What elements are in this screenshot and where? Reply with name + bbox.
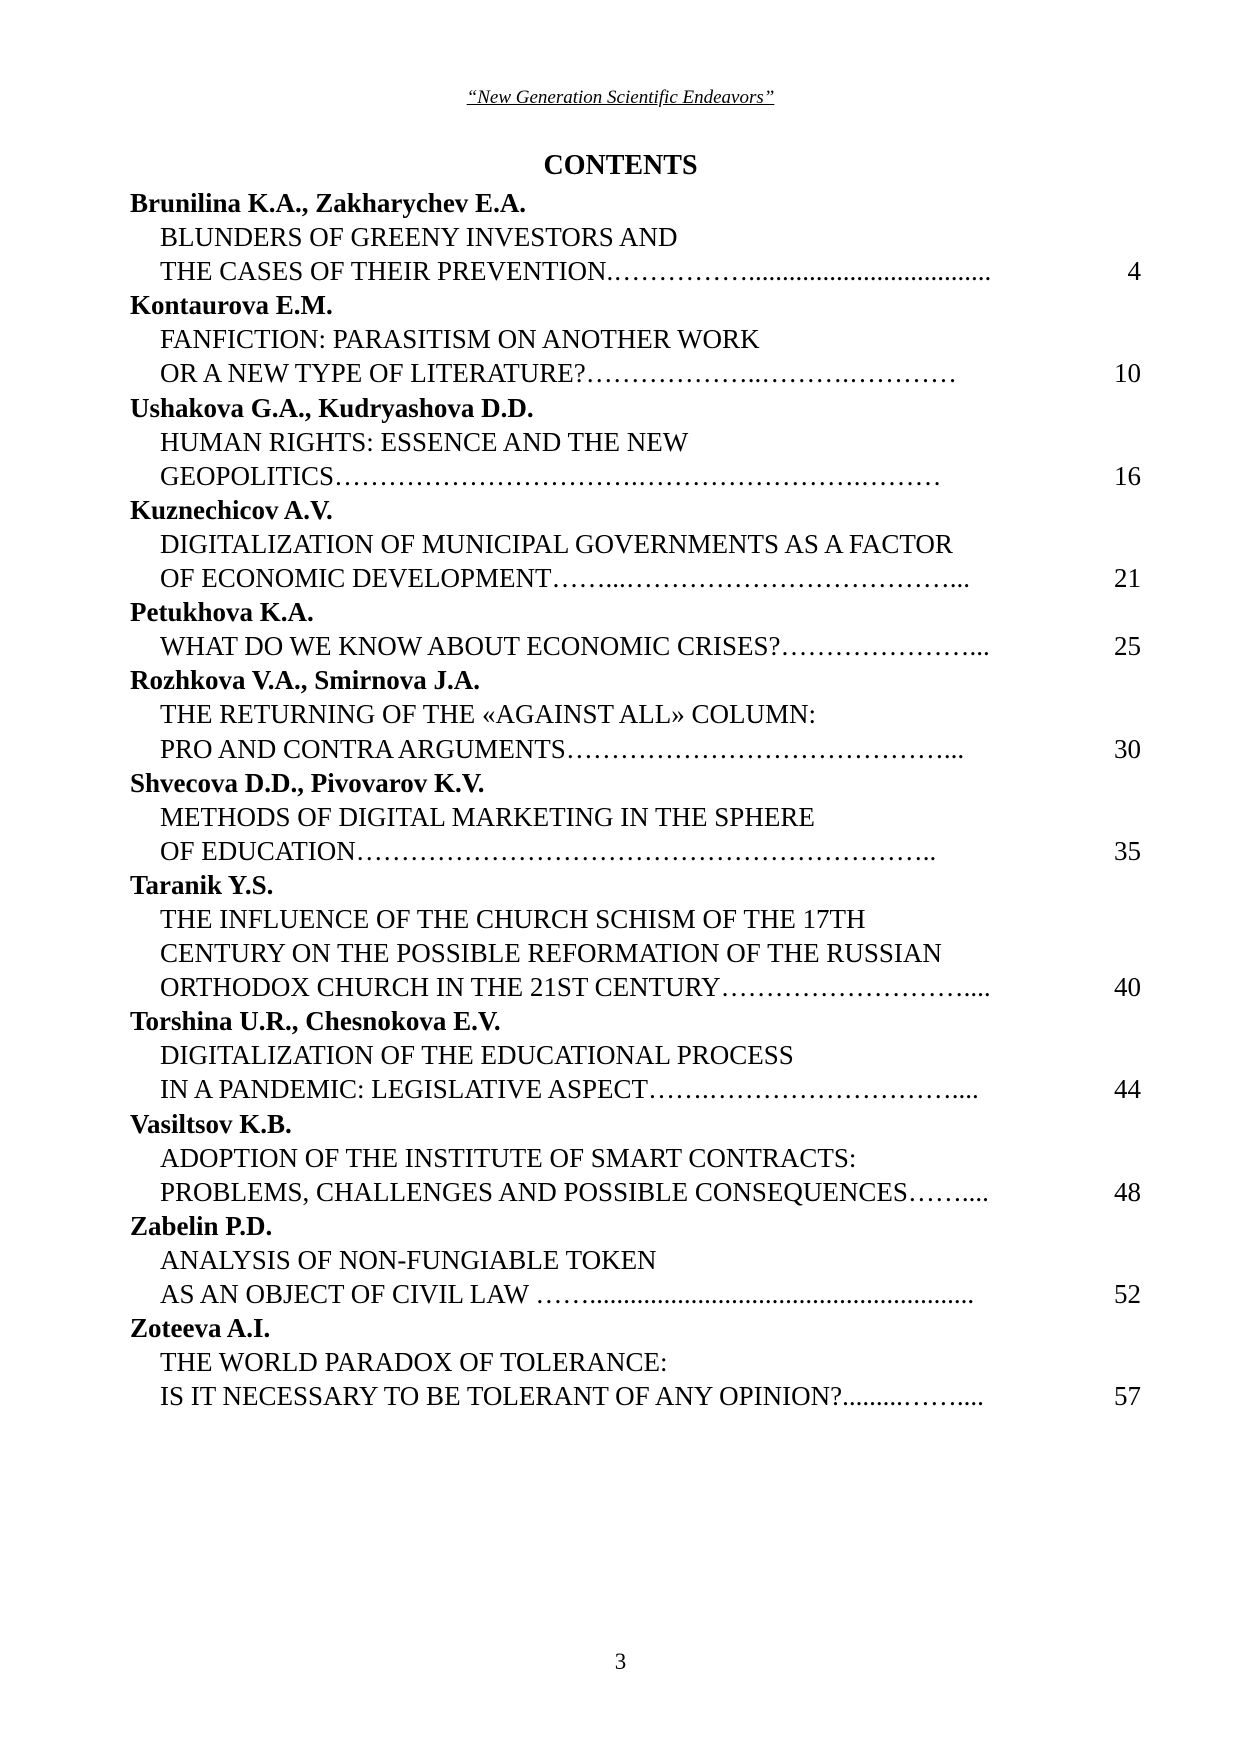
toc-entry-title-line	[130, 1243, 1141, 1277]
toc-entry	[130, 391, 1141, 493]
contents-heading: CONTENTS	[543, 150, 698, 181]
toc-entry-title-text: HUMAN RIGHTS: ESSENCE AND THE NEW	[160, 426, 689, 457]
toc-entry	[130, 1311, 1141, 1413]
toc-entry-title-text: GEOPOLITICS…………………………….…………………….………	[160, 460, 942, 491]
toc-entry-title-line	[130, 459, 1141, 493]
toc-entry-title-text: OR A NEW TYPE OF LITERATURE?………………..……….…………	[160, 358, 958, 389]
toc-entry-title-text: METHODS OF DIGITAL MARKETING IN THE SPHERE	[160, 801, 815, 832]
toc-entry-title-text: ANALYSIS OF NON-FUNGIABLE TOKEN	[160, 1244, 657, 1275]
toc-entry-authors: Zabelin P.D.	[130, 1210, 273, 1241]
toc-entry-title-line	[130, 629, 1141, 663]
toc-entry-title-text: DIGITALIZATION OF THE EDUCATIONAL PROCESS	[160, 1040, 794, 1071]
toc-entry-page-number: 40	[1114, 972, 1141, 1003]
toc-entry	[130, 1209, 1141, 1311]
toc-entry-page-number: 21	[1114, 563, 1141, 594]
toc-entry-page-number: 4	[1127, 256, 1141, 287]
toc-entry	[130, 595, 1141, 663]
toc-entry-title-text: ORTHODOX CHURCH IN THE 21ST CENTURY………………………....	[160, 972, 991, 1003]
toc-entry-title-line	[130, 1345, 1141, 1379]
toc-entry	[130, 868, 1141, 1004]
toc-entry-title-text: IS IT NECESSARY TO BE TOLERANT OF ANY OPINION?.........……....	[160, 1381, 984, 1412]
toc-entry-authors: Kontaurova E.M.	[130, 290, 333, 321]
toc-entry-title-text: OF ECONOMIC DEVELOPMENT……...………………………………...	[160, 563, 970, 594]
toc-entry-page-number: 57	[1114, 1381, 1141, 1412]
toc-entry-title-line	[130, 1277, 1141, 1311]
toc-entry-title-line	[130, 970, 1141, 1004]
toc-entry-title-text: WHAT DO WE KNOW ABOUT ECONOMIC CRISES?…………………...	[160, 631, 990, 662]
toc-entry-title-text: PROBLEMS, CHALLENGES AND POSSIBLE CONSEQUENCES……....	[160, 1176, 989, 1207]
toc-entry-title-line	[130, 834, 1141, 868]
toc-entry-page-number: 25	[1114, 631, 1141, 662]
toc-entry	[130, 288, 1141, 390]
toc-entry-page-number: 16	[1114, 460, 1141, 491]
toc-entry-title-line	[130, 902, 1141, 936]
toc-entry-title-text: THE CASES OF THEIR PREVENTION.……………....................................	[160, 256, 992, 287]
toc-entry-page-number: 52	[1114, 1279, 1141, 1309]
toc-entry-title-text: OF EDUCATION………………………………………………………..	[160, 835, 937, 866]
toc-entry	[130, 186, 1141, 288]
toc-entry-authors: Vasiltsov K.B.	[130, 1108, 292, 1139]
toc-entry	[130, 663, 1141, 765]
table-of-contents	[130, 186, 1141, 1413]
toc-entry-title-text: THE INFLUENCE OF THE CHURCH SCHISM OF THE 17TH	[160, 903, 866, 934]
toc-entry-title-text: AS AN OBJECT OF CIVIL LAW …….........................................................	[160, 1279, 975, 1309]
toc-entry-authors: Kuznechicov A.V.	[130, 494, 333, 525]
toc-entry-authors: Torshina U.R., Chesnokova E.V.	[130, 1006, 501, 1037]
toc-entry-title-text: CENTURY ON THE POSSIBLE REFORMATION OF THE RUSSIAN	[160, 938, 942, 969]
toc-entry-authors: Taranik Y.S.	[130, 869, 274, 900]
toc-entry-title-line	[130, 732, 1141, 766]
toc-entry-authors: Brunilina K.A., Zakharychev E.A.	[130, 188, 527, 218]
toc-entry-title-text: THE RETURNING OF THE «AGAINST ALL» COLUMN:	[160, 699, 816, 730]
running-header: “New Generation Scientific Endeavors”	[466, 87, 775, 108]
toc-entry-page-number: 10	[1114, 358, 1141, 389]
toc-entry-page-number: 48	[1114, 1176, 1141, 1207]
toc-entry-title-text: ADOPTION OF THE INSTITUTE OF SMART CONTRACTS:	[160, 1142, 857, 1173]
toc-entry	[130, 493, 1141, 595]
toc-entry-title-line	[130, 1072, 1141, 1106]
toc-entry-title-line	[130, 527, 1141, 561]
toc-entry-title-text: THE WORLD PARADOX OF TOLERANCE:	[160, 1347, 668, 1378]
toc-entry-title-line	[130, 800, 1141, 834]
toc-entry-page-number: 35	[1114, 835, 1141, 866]
toc-entry-title-line	[130, 425, 1141, 459]
toc-entry-authors: Rozhkova V.A., Smirnova J.A.	[130, 665, 481, 696]
toc-entry-title-line	[130, 697, 1141, 731]
toc-entry-title-line	[130, 356, 1141, 390]
toc-entry-title-text: FANFICTION: PARASITISM ON ANOTHER WORK	[160, 324, 760, 355]
toc-entry-title-text: PRO AND CONTRA ARGUMENTS……………………………………...	[160, 733, 965, 764]
toc-entry-page-number: 30	[1114, 733, 1141, 764]
toc-entry-title-line	[130, 1141, 1141, 1175]
toc-entry-title-line	[130, 1038, 1141, 1072]
toc-entry	[130, 1107, 1141, 1209]
toc-entry	[130, 1004, 1141, 1106]
toc-entry-title-text: BLUNDERS OF GREENY INVESTORS AND	[160, 222, 678, 253]
page-number: 3	[614, 1649, 627, 1674]
toc-entry-authors: Shvecova D.D., Pivovarov K.V.	[130, 767, 485, 798]
toc-entry	[130, 766, 1141, 868]
toc-entry-title-line	[130, 322, 1141, 356]
toc-entry-title-line	[130, 254, 1141, 288]
toc-entry-authors: Ushakova G.A., Kudryashova D.D.	[130, 392, 534, 423]
toc-entry-title-line	[130, 936, 1141, 970]
toc-entry-authors: Petukhova K.A.	[130, 597, 314, 628]
toc-entry-page-number: 44	[1114, 1074, 1141, 1105]
toc-entry-title-line	[130, 220, 1141, 254]
toc-entry-title-text: IN A PANDEMIC: LEGISLATIVE ASPECT…….………………………....	[160, 1074, 979, 1105]
toc-entry-title-line	[130, 1175, 1141, 1209]
toc-entry-title-line	[130, 1379, 1141, 1413]
toc-entry-title-text: DIGITALIZATION OF MUNICIPAL GOVERNMENTS AS A FACTOR	[160, 528, 953, 559]
toc-entry-title-line	[130, 561, 1141, 595]
toc-entry-authors: Zoteeva A.I.	[130, 1313, 271, 1344]
